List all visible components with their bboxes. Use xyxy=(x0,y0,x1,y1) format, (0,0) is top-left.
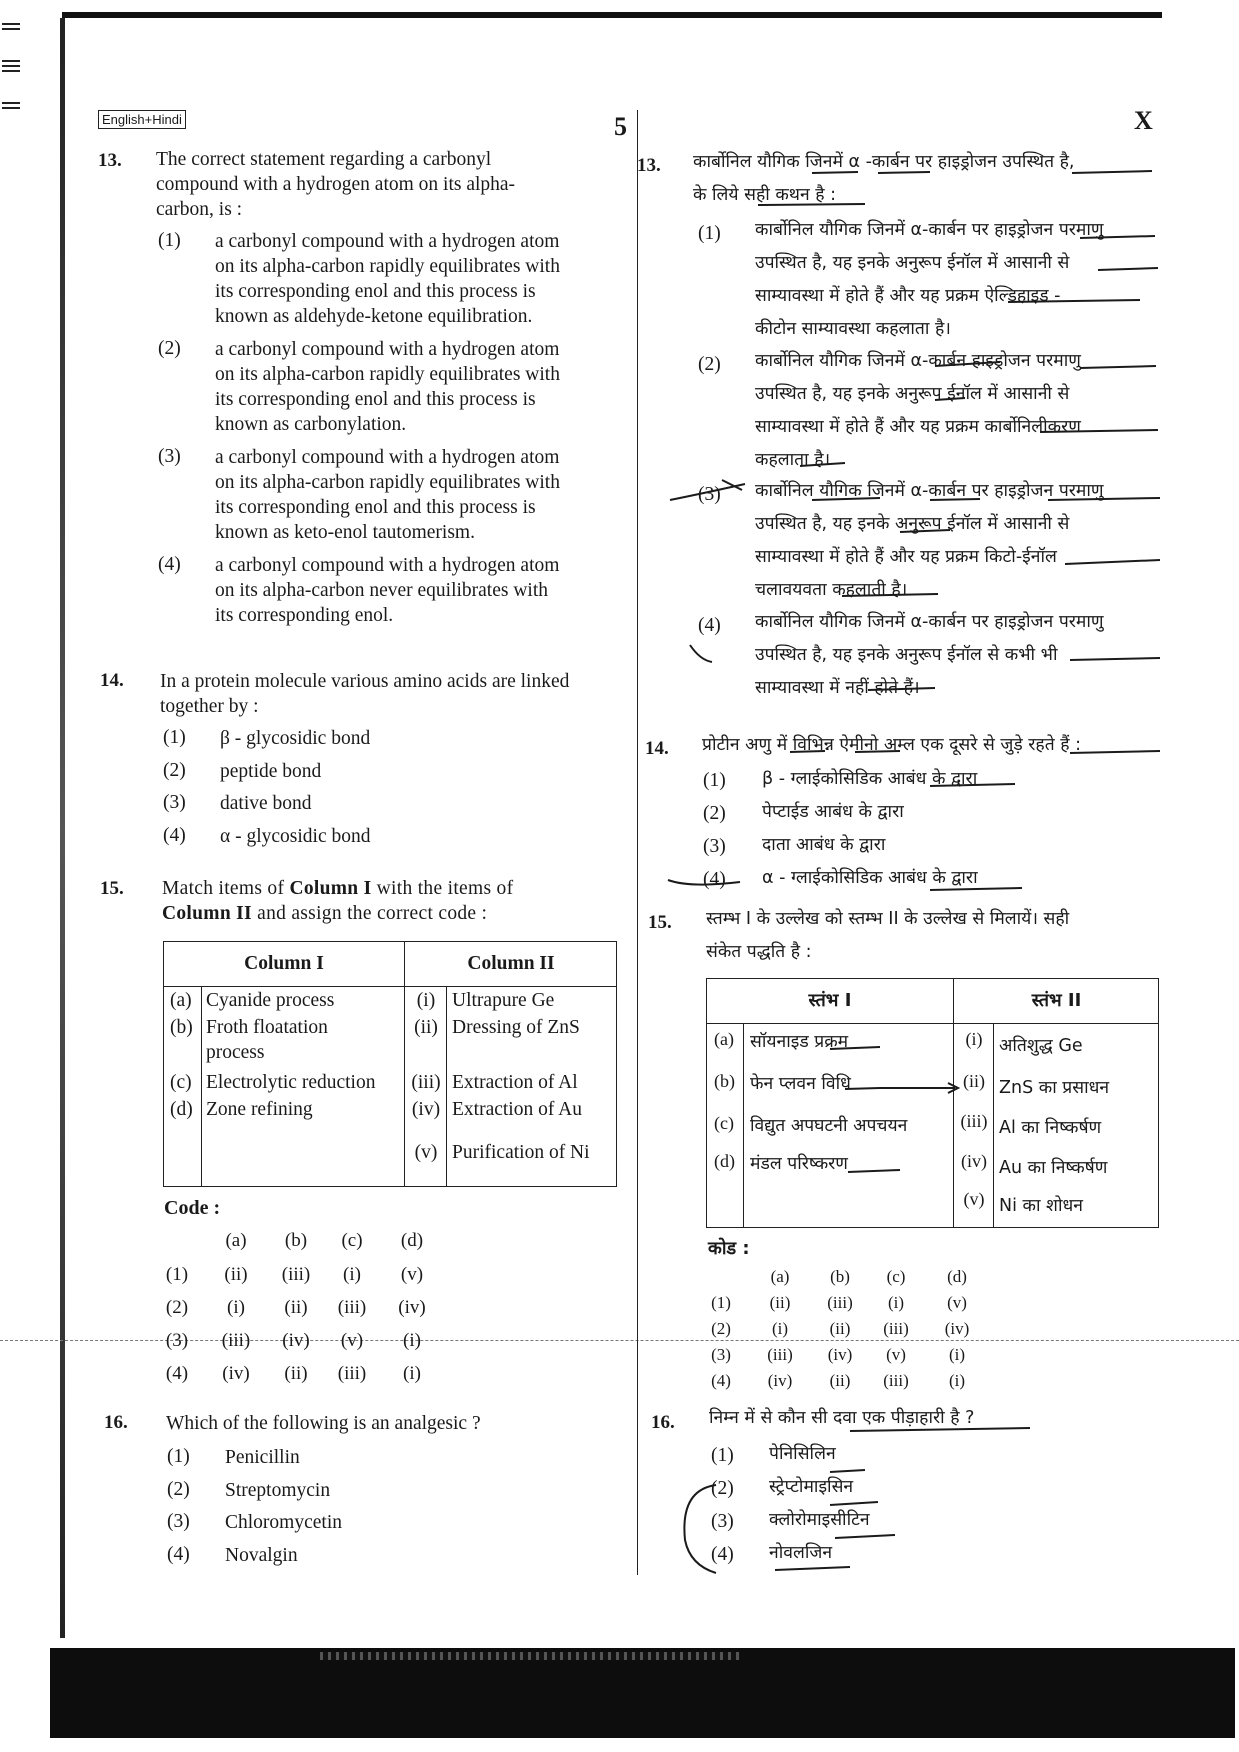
option-1[interactable]: β - glycosidic bond xyxy=(220,728,371,749)
option-number: (4) xyxy=(167,1544,190,1565)
question-stem: Match items of Column I with the items of Column II and assign the correct code : xyxy=(162,878,514,924)
option-4[interactable]: a carbonyl compound with a hydrogen atom on its alpha-carbon never equilibrates with its corresponding enol. xyxy=(215,555,560,626)
col1-key: (d) xyxy=(170,1099,193,1120)
question-stem: Which of the following is an analgesic ? xyxy=(166,1413,481,1434)
underline-mark xyxy=(830,1047,900,1172)
option-2[interactable]: peptide bond xyxy=(220,761,322,782)
code-option-4[interactable]: (4) xyxy=(165,1363,189,1384)
code-option-1[interactable]: (1) xyxy=(165,1264,189,1285)
code-label: कोड : xyxy=(708,1238,750,1259)
underline-mark xyxy=(930,784,1015,786)
tick-mark xyxy=(668,880,740,885)
bracket-mark xyxy=(684,1485,716,1573)
option-2[interactable]: कार्बोनिल यौगिक जिनमें α-कार्बन हाइड्रोजन परमाणु उपस्थित है, यह इनके अनुरूप ईनॉल में आसानी से साम्यावस्था में होते हैं और यह प्रक्रम कार्बोनिलीकरण कहलाता है। xyxy=(755,351,1081,470)
option-1[interactable]: Penicillin xyxy=(225,1447,300,1468)
underline-mark xyxy=(790,751,1160,753)
option-2[interactable]: स्ट्रेप्टोमाइसिन xyxy=(769,1477,854,1497)
page-number: 5 xyxy=(614,112,627,141)
col1-item: सॉयनाइड प्रक्रम xyxy=(750,1032,849,1052)
question-number: 16. xyxy=(104,1412,128,1433)
col1-item: Cyanide process xyxy=(206,990,335,1011)
option-3[interactable]: दाता आबंध के द्वारा xyxy=(762,835,886,855)
col1-key: (b) xyxy=(170,1017,193,1038)
col2-item: Ultrapure Ge xyxy=(452,990,555,1011)
option-number: (4) xyxy=(703,869,726,890)
underline-mark xyxy=(868,658,1160,690)
option-number: (3) xyxy=(163,792,186,813)
option-number: (4) xyxy=(711,1544,734,1565)
option-number: (1) xyxy=(703,770,726,791)
option-number: (1) xyxy=(167,1446,190,1467)
option-number: (2) xyxy=(167,1479,190,1500)
option-2[interactable]: Streptomycin xyxy=(225,1480,331,1501)
option-4[interactable]: Novalgin xyxy=(225,1545,298,1566)
option-3[interactable]: dative bond xyxy=(220,793,312,814)
option-1[interactable]: कार्बोनिल यौगिक जिनमें α-कार्बन पर हाइड्रोजन परमाणु उपस्थित है, यह इनके अनुरूप ईनॉल में आसानी से साम्यावस्था में होते हैं और यह प्रक्रम ऐल्डिहाइड - कीटोन साम्यावस्था कहलाता है। xyxy=(755,220,1104,339)
col2-item: Ni का शोधन xyxy=(999,1196,1083,1216)
underline-mark xyxy=(850,1428,1030,1431)
option-3[interactable]: Chloromycetin xyxy=(225,1512,342,1533)
question-number: 15. xyxy=(648,912,672,933)
option-number: (4) xyxy=(163,825,186,846)
option-number: (2) xyxy=(163,760,186,781)
question-stem: कार्बोनिल यौगिक जिनमें α -कार्बन पर हाइड्रोजन उपस्थित है, के लिये सही कथन है : xyxy=(693,152,1075,205)
col1-key: (a) xyxy=(170,990,192,1011)
option-2[interactable]: a carbonyl compound with a hydrogen atom on its alpha-carbon rapidly equilibrates with its corresponding enol and this process is known as carbonylation. xyxy=(215,339,560,435)
col2-key: (iv) xyxy=(411,1099,441,1120)
col2-item: Extraction of Al xyxy=(452,1072,578,1093)
col1-item: Electrolytic reduction xyxy=(206,1072,376,1093)
col2-item: ZnS का प्रसाधन xyxy=(999,1078,1110,1098)
col1-key: (c) xyxy=(170,1072,192,1093)
option-4[interactable]: नोवलजिन xyxy=(769,1543,833,1563)
question-stem: निम्न में से कौन सी दवा एक पीड़ाहारी है ? xyxy=(709,1408,975,1428)
option-2[interactable]: पेप्टाईड आबंध के द्वारा xyxy=(762,802,904,822)
underline-mark xyxy=(775,1470,895,1570)
option-1[interactable]: a carbonyl compound with a hydrogen atom on its alpha-carbon rapidly equilibrates with its corresponding enol and this process is known as aldehyde-ketone equilibration. xyxy=(215,231,560,327)
option-number: (3) xyxy=(158,446,181,467)
question-number: 16. xyxy=(651,1412,675,1433)
col2-item: Dressing of ZnS xyxy=(452,1017,580,1038)
option-3[interactable]: क्लोरोमाइसीटिन xyxy=(769,1510,870,1530)
language-tag: English+Hindi xyxy=(98,110,186,129)
option-4[interactable]: α - ग्लाईकोसिडिक आबंध के द्वारा xyxy=(762,868,978,888)
question-number: 13. xyxy=(98,150,122,171)
option-number: (3) xyxy=(698,484,721,505)
code-option-3[interactable]: (3) xyxy=(165,1330,189,1351)
option-number: (4) xyxy=(158,554,181,575)
column-2-header: Column II xyxy=(404,942,617,987)
col2-item: अतिशुद्ध Ge xyxy=(999,1036,1083,1056)
col2-key: (iii) xyxy=(411,1072,441,1093)
underline-mark xyxy=(930,888,1022,890)
code-option-2[interactable]: (2) xyxy=(711,1319,731,1338)
col2-item: Purification of Ni xyxy=(452,1142,590,1163)
col1-item: मंडल परिष्करण xyxy=(750,1154,848,1174)
underline-mark xyxy=(812,171,1152,173)
col2-item: Au का निष्कर्षण xyxy=(999,1158,1108,1178)
tick-mark xyxy=(690,645,712,662)
question-number: 14. xyxy=(100,670,124,691)
col1-item: विद्युत अपघटनी अपचयन xyxy=(750,1116,908,1136)
question-stem: The correct statement regarding a carbonyl compound with a hydrogen atom on its alpha- carbon, is : xyxy=(156,149,516,220)
option-number: (2) xyxy=(711,1478,734,1499)
code-option-1[interactable]: (1) xyxy=(711,1293,731,1312)
question-stem: प्रोटीन अणु में विभिन्न ऐमीनो अम्ल एक दूसरे से जुड़े रहते हैं : xyxy=(702,735,1081,755)
code-label: Code : xyxy=(164,1197,221,1219)
option-3[interactable]: कार्बोनिल यौगिक जिनमें α-कार्बन पर हाइड्रोजन परमाणु उपस्थित है, यह इनके अनुरूप ईनॉल में आसानी से साम्यावस्था में होते हैं और यह प्रक्रम किटो-ईनॉल चलावयवता कहलाती है। xyxy=(755,481,1104,600)
col1-item: Froth floatation process xyxy=(206,1017,328,1063)
option-number: (2) xyxy=(158,338,181,359)
underline-mark xyxy=(758,204,865,205)
option-number: (3) xyxy=(167,1511,190,1532)
question-stem: स्तम्भ I के उल्लेख को स्तम्भ II के उल्लेख से मिलायें। सही संकेत पद्धति है : xyxy=(706,909,1070,962)
booklet-code: X xyxy=(1134,106,1153,135)
option-3[interactable]: a carbonyl compound with a hydrogen atom on its alpha-carbon rapidly equilibrates with its corresponding enol and this process is known as keto-enol tautomerism. xyxy=(215,447,560,543)
option-number: (1) xyxy=(158,230,181,251)
option-1[interactable]: β - ग्लाईकोसिडिक आबंध के द्वारा xyxy=(762,769,978,789)
option-number: (4) xyxy=(698,615,721,636)
option-number: (2) xyxy=(698,354,721,375)
option-number: (3) xyxy=(711,1511,734,1532)
underline-mark xyxy=(1008,236,1158,302)
option-4[interactable]: α - glycosidic bond xyxy=(220,826,371,847)
match-table-hi: स्तंभ I स्तंभ II (a) सॉयनाइड प्रक्रम (b) फेन प्लवन विधि (c) विद्युत अपघटनी अपचयन (d) मंडल परिष्करण (i) अतिशुद्ध Ge (ii) ZnS का प्रसाधन (iii) Al का निष्कर्षण (iv) Au का निष्कर्षण (v) Ni का शोधन xyxy=(706,978,1159,1228)
option-number: (3) xyxy=(703,836,726,857)
code-option-4[interactable]: (4) xyxy=(711,1371,731,1390)
column-1-header: स्तंभ I xyxy=(707,979,953,1024)
code-option-3[interactable]: (3) xyxy=(711,1345,731,1364)
option-number: (1) xyxy=(698,223,721,244)
question-number: 15. xyxy=(100,878,124,899)
col2-key: (v) xyxy=(414,1142,438,1163)
option-1[interactable]: पेनिसिलिन xyxy=(769,1444,836,1464)
col1-item: फेन प्लवन विधि xyxy=(750,1074,851,1094)
col1-item: Zone refining xyxy=(206,1099,313,1120)
option-number: (2) xyxy=(703,803,726,824)
option-number: (1) xyxy=(163,727,186,748)
column-2-header: स्तंभ II xyxy=(953,979,1159,1024)
col2-key: (ii) xyxy=(414,1017,438,1038)
column-1-header: Column I xyxy=(164,942,404,987)
col2-item: Extraction of Au xyxy=(452,1099,582,1120)
underline-mark xyxy=(800,362,1158,466)
code-option-2[interactable]: (2) xyxy=(165,1297,189,1318)
question-number: 13. xyxy=(637,155,661,176)
option-4[interactable]: कार्बोनिल यौगिक जिनमें α-कार्बन पर हाइड्रोजन परमाणु उपस्थित है, यह इनके अनुरूप ईनॉल से कभी भी साम्यावस्था में नहीं होते हैं। xyxy=(755,612,1104,698)
col2-item: Al का निष्कर्षण xyxy=(999,1118,1102,1138)
col2-key: (i) xyxy=(416,990,436,1011)
option-number: (1) xyxy=(711,1445,734,1466)
question-number: 14. xyxy=(645,738,669,759)
underline-mark xyxy=(812,498,1160,596)
question-stem: In a protein molecule various amino acids are linked together by : xyxy=(160,671,570,717)
